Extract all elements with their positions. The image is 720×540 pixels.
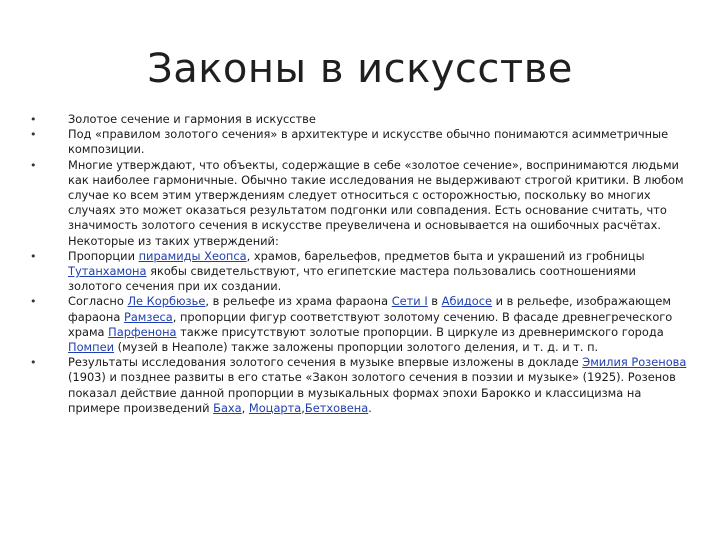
bullet-item [30,158,690,249]
link[interactable]: Абидосе [441,294,492,309]
bullet-icon: • [30,113,37,126]
link[interactable]: Бетховена [304,400,369,415]
text-run: , [301,400,305,415]
bullet-text [68,249,645,293]
bullet-icon: • [30,158,37,172]
text-run: Под «правилом золотого сечения» в архитектуре и искусстве обычно понимаются асимметричные композиции. [68,127,669,157]
link[interactable]: Сети I [391,294,428,309]
bullet-text [68,127,668,156]
link[interactable]: Рамзеса [123,309,173,324]
text-run: , храмов, барельефов, предметов быта и украшений из гробницы [246,248,645,263]
bullet-item [30,294,690,355]
bullet-item [30,127,690,157]
bullet-text [68,112,316,126]
bullet-icon: • [30,295,37,309]
text-run: Многие утверждают, что объекты, содержащие в себе «золотое сечение», воспринимаются людьми как наиболее гармоничные. Обычно такие исследования не выдерживают строгой критики. В любом случае ко всем этим утверждениям следует относиться с осторожностью, поскольку во многих случаях это может оказаться результатом подгонки или совпадения. Есть основание считать, что значимость золотого сечения в искусстве преувеличена и основывается на ошибочных расчётах. Некоторые из таких утверждений: [68,157,684,248]
bullet-icon: • [30,249,37,263]
link[interactable]: Парфенона [108,324,177,339]
text-run: также присутствуют золотые пропорции. В циркуле из древнеримского города [176,324,664,339]
text-run: , пропорции фигур соответствуют золотому сечению. В фасаде древнегреческого храма [68,309,673,339]
bullet-item [30,112,690,127]
text-run: , в рельефе из храма фараона [205,294,392,309]
bullet-item [30,249,690,295]
link[interactable]: пирамиды Хеопса [138,248,247,263]
text-run: (музей в Неаполе) также заложены пропорции золотого деления, и т. д. и т. п. [114,340,599,355]
bullet-icon: • [30,128,37,142]
text-run: и в рельефе, изображающем фараона [68,294,672,324]
slide-title: Законы в искусстве [147,46,573,92]
link[interactable]: Моцарта [248,400,302,415]
bullet-item [30,355,690,416]
text-run: Золотое сечение и гармония в искусстве [68,112,316,126]
link[interactable]: Помпеи [68,340,114,355]
text-run: . [368,400,372,415]
text-run: , [241,400,249,415]
text-run: якобы свидетельствуют, что египетские мастера пользовались соотношениями золотого сечения при их создании. [68,264,636,294]
link[interactable]: Ле Корбюзье [127,294,206,309]
text-run: Согласно [68,294,128,309]
text-run: (1903) и позднее развиты в его статье «Закон золотого сечения в поэзии и музыке» (1925). Розенов показал действие данной пропорции в музыкальных формах эпохи Барокко и классицизма на примере произведений [68,370,676,415]
bullet-text [68,158,684,248]
link[interactable]: Эмилия Розенова [582,355,687,370]
bullet-text [68,294,672,354]
link[interactable]: Тутанхамона [68,264,147,279]
text-run: Результаты исследования золотого сечения в музыке впервые изложены в докладе [68,355,583,370]
bullet-text [68,355,686,415]
bullet-list [30,112,690,416]
bullet-icon: • [30,356,37,370]
text-run: в [427,294,442,309]
slide-content [30,112,690,416]
link[interactable]: Баха [213,400,242,415]
text-run: Пропорции [68,248,139,263]
